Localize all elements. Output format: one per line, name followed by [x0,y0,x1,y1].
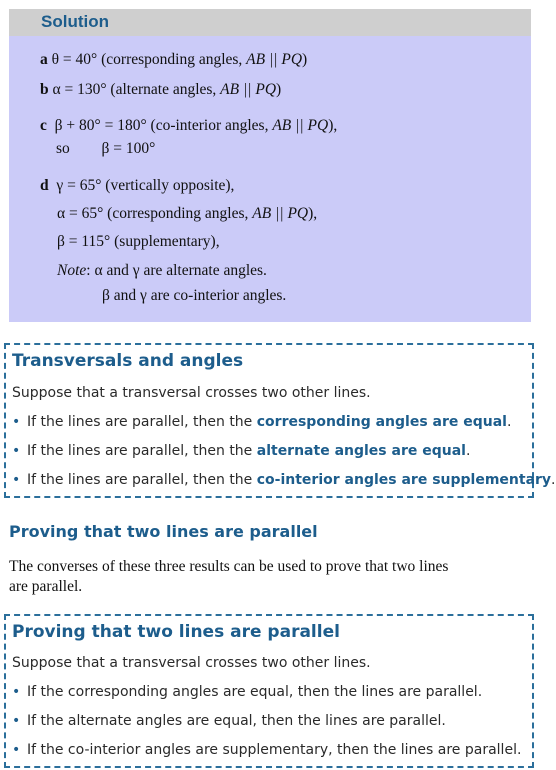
note-line1: : α and γ are alternate angles. [86,262,267,279]
solution-part-c [40,117,337,135]
list-item: • If the alternate angles are equal, then the lines are parallel. [12,713,446,729]
part-d-label: d [40,177,49,194]
list-item: • If the lines are parallel, then the co-interior angles are supplementary. [12,472,556,488]
transversals-intro: Suppose that a transversal crosses two other lines. [12,385,371,401]
solution-part-d [40,177,234,195]
part-c-label: c [40,117,47,134]
transversals-title: Transversals and angles [12,351,244,371]
part-b-text: α = 130° (alternate angles, [52,81,221,98]
part-c-close: ), [328,117,338,134]
solution-part-d-line3 [57,233,220,251]
solution-heading: Solution [41,12,109,31]
part-b-label: b [40,81,49,98]
part-d-line3-text: β = 115° (supplementary), [57,233,220,250]
part-c-text: β + 80° = 180° (co-interior angles, [54,117,273,134]
solution-part-d-line2 [57,205,317,223]
list-item: • If the lines are parallel, then the corresponding angles are equal. [12,414,512,430]
proving-title: Proving that two lines are parallel [12,622,340,642]
part-a-ref: AB || PQ [246,51,303,68]
part-b-ref: AB || PQ [220,81,277,98]
solution-panel [9,9,531,322]
part-d-line2-text: α = 65° (corresponding angles, [57,205,253,222]
part-c-so-text: β = 100° [101,140,156,157]
section-paragraph-line2: are parallel. [9,578,83,595]
solution-header [9,9,531,36]
part-b-close: ) [276,81,282,98]
bullet-icon: • [12,472,21,488]
bullet-icon: • [12,684,21,700]
transversals-box [4,343,556,498]
proving-intro: Suppose that a transversal crosses two other lines. [12,655,371,671]
bullet-icon: • [12,414,21,430]
list-item: • If the corresponding angles are equal, then the lines are parallel. [12,684,483,700]
part-d-line2-ref: AB || PQ [252,205,309,222]
solution-part-c-so [56,140,155,158]
part-c-ref: AB || PQ [272,117,329,134]
bullet-icon: • [12,742,21,758]
note-label: Note [57,262,87,279]
part-a-close: ) [302,51,308,68]
part-d-line1: γ = 65° (vertically opposite), [56,177,235,194]
list-item: • If the lines are parallel, then the alternate angles are equal. [12,443,471,459]
section-heading: Proving that two lines are parallel [9,522,318,541]
solution-note-line2 [102,287,286,305]
part-c-so: so [56,140,70,157]
part-a-text: θ = 40° (corresponding angles, [51,51,247,68]
proving-box [4,614,534,768]
note-line2: β and γ are co-interior angles. [102,287,287,304]
bullet-icon: • [12,713,21,729]
list-item: • If the co-interior angles are supplementary, then the lines are parallel. [12,742,522,758]
bullet-icon: • [12,443,21,459]
solution-part-a [40,51,307,69]
part-a-label: a [40,51,48,68]
solution-note [57,262,267,280]
part-d-line2-close: ), [308,205,318,222]
section-paragraph-line1: The converses of these three results can be used to prove that two lines [9,558,449,575]
solution-part-b [40,81,281,99]
